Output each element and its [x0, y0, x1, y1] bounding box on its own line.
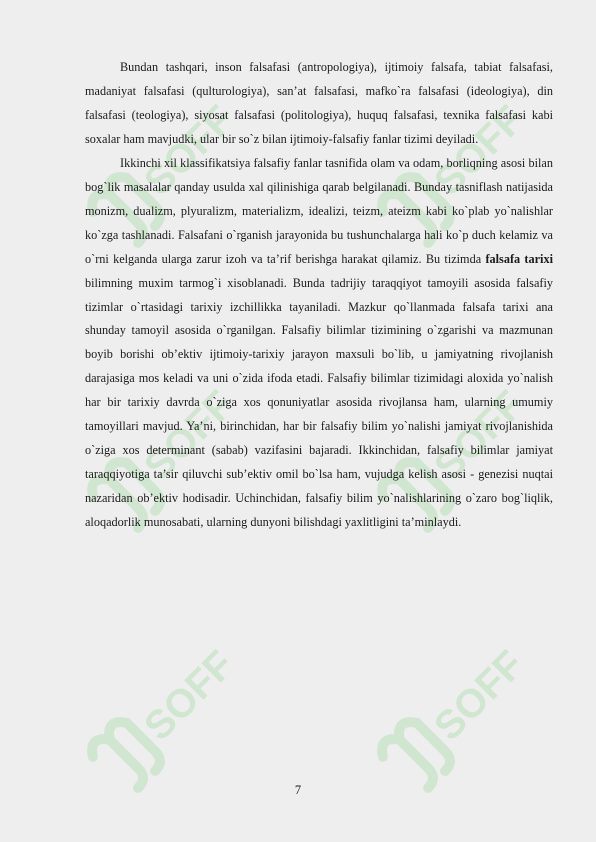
bold-term: falsafa tarixi — [485, 251, 553, 266]
svg-text:SOFF: SOFF — [135, 382, 243, 490]
paragraph-text: bilimning muxim tarmog`i xisoblanadi. Bunda tadrijiy taraqqiyot tamoyili asosida falsafiy tizimlar o`rtasidagi tarixiy izchillikka tayaniladi. Mazkur qo`llanmada falsafa tarixi ana shunday tamoyil asosida o`rganilgan. Falsafiy bilimlar tizimining o`zgarishi va mazmunan boyib borishi ob’ektiv ijtimoiy-tarixiy jarayon maxsuli bo`lib, u jamiyatning rivojlanish darajasiga mos keladi va uni o`zida ifoda etadi. Falsafiy bilimlar tizimidagi aloxida yo`nalish har bir tarixiy davrda o`ziga xos qonuniyatlar asosida rivojlansa ham, ularning umumiy tamoyillari mavjud. Ya’ni, birinchidan, har bir falsafiy bilim yo`nalishi jamiyat rivojlanishida o`ziga xos determinant (sabab) vazifasini bajaradi. Ikkinchidan, falsafiy bilimlar jamiyat taraqqiyotiga ta’sir qiluvchi sub’ektiv omil bo`lsa ham, vujudga kelish asosi - genezisi nuqtai nazaridan ob’ektiv hodisadir. Uchinchidan, falsafiy bilim yo`nalishlarining o`zaro bog`liqlik, aloqadorlik munosabati, ularning dunyoni bilishdagi yaxlitligini ta’minlaydi. — [85, 275, 553, 530]
paragraph: Bundan tashqari, inson falsafasi (antropologiya), ijtimoiy falsafa, tabiat falsafasi, madaniyat falsafasi (qulturologiya), san’at falsafasi, mafko`ra falsafasi (ideologiya), din falsafasi (teologiya), siyosat falsafasi (politologiya), huquq falsafasi, texnika falsafasi kabi soxalar ham mavjudki, ular bir so`z bilan ijtimoiy-falsafiy fanlar tizimi deyiladi. — [85, 60, 553, 146]
page-number: 7 — [294, 783, 302, 797]
paragraph — [85, 152, 553, 535]
body-text — [85, 56, 553, 535]
svg-text:SOFF: SOFF — [135, 97, 243, 205]
paragraph-text: Ikkinchi xil klassifikatsiya falsafiy fanlar tasnifida olam va odam, borliqning asosi bilan bog`lik masalalar qanday usulda xal qilinishiga qarab belgilanadi. Bunday tasniflash natijasida monizm, dualizm, plyuralizm, materializm, idealizi, teizm, ateizm kabi ko`plab yo`nalishlar ko`zga tashlanadi. Falsafani o`rganish jarayonida bu tushunchalarga hali ko`p duch kelamiz va o`rni kelganda ularga zarur izoh va ta’rif berishga harakat qilamiz. Bu tizimda — [85, 155, 553, 266]
svg-text:SOFF: SOFF — [425, 382, 533, 490]
svg-text:SOFF: SOFF — [425, 97, 533, 205]
svg-text:SOFF: SOFF — [425, 642, 533, 750]
svg-text:SOFF: SOFF — [135, 642, 243, 750]
